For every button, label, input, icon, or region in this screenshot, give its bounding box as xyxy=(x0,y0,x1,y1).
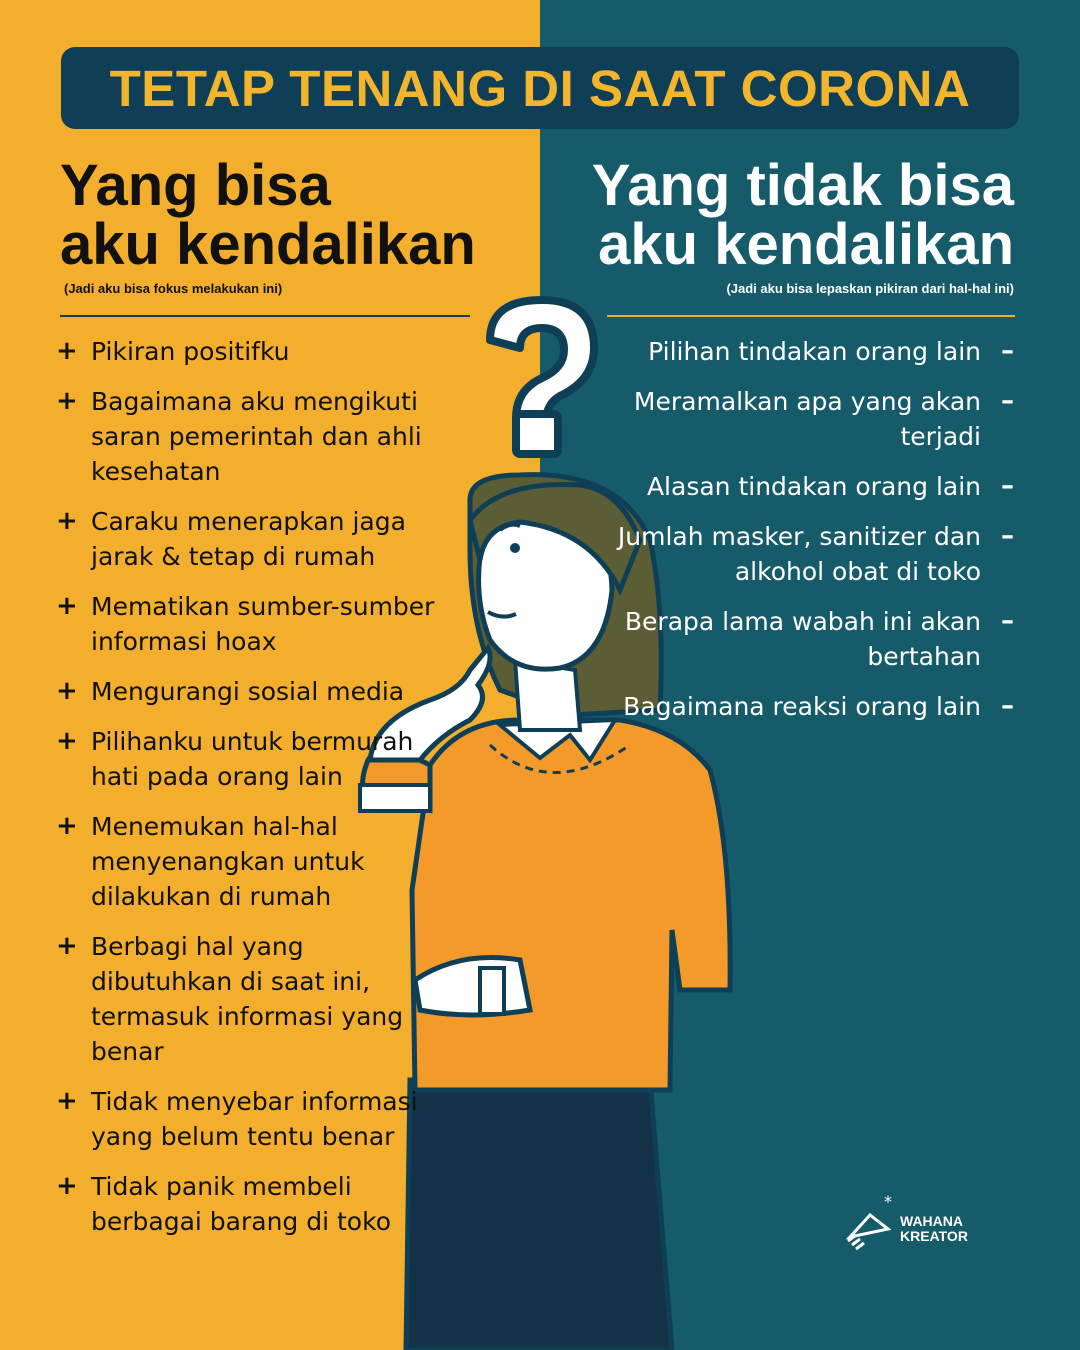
plus-icon: + xyxy=(56,726,78,756)
list-item: Jumlah masker, sanitizer dan alkohol obat di toko – xyxy=(617,521,1014,586)
uncontrollable-list xyxy=(594,334,1014,739)
list-item: + Tidak panik membeli berbagai barang di toko xyxy=(56,1171,391,1236)
right-subtitle: (Jadi aku bisa lepaskan pikiran dari hal-hal ini) xyxy=(726,281,1014,296)
list-item: Alasan tindakan orang lain – xyxy=(594,469,1014,504)
logo-text: WAHANA KREATOR xyxy=(900,1213,968,1244)
kite-logo-icon xyxy=(842,1195,898,1251)
minus-icon: – xyxy=(1001,336,1014,366)
right-heading-line1: Yang tidak bisa xyxy=(591,153,1014,218)
left-heading-line1: Yang bisa xyxy=(60,153,331,218)
list-item: + Menemukan hal-hal menyenangkan untuk dilakukan di rumah xyxy=(56,811,365,911)
plus-icon: + xyxy=(56,1171,78,1201)
minus-icon: – xyxy=(1001,521,1014,551)
question-mark-icon xyxy=(490,300,594,454)
minus-icon: – xyxy=(1001,471,1014,501)
plus-icon: + xyxy=(56,386,78,416)
list-item: + Pikiran positifku xyxy=(56,334,436,369)
left-heading-line2: aku kendalikan xyxy=(60,212,476,277)
page-title: TETAP TENANG DI SAAT CORONA xyxy=(109,59,971,117)
title-banner xyxy=(61,47,1019,129)
plus-icon: + xyxy=(56,931,78,961)
plus-icon: + xyxy=(56,336,78,366)
minus-icon: – xyxy=(1001,386,1014,416)
list-item: + Berbagi hal yang dibutuhkan di saat ini, termasuk informasi yang benar xyxy=(56,931,404,1066)
list-item: + Bagaimana aku mengikuti saran pemerintah dan ahli kesehatan xyxy=(56,386,422,486)
controllable-list xyxy=(56,334,436,1254)
plus-icon: + xyxy=(56,591,78,621)
svg-text:*: * xyxy=(884,1195,892,1211)
plus-icon: + xyxy=(56,1086,78,1116)
plus-icon: + xyxy=(56,811,78,841)
list-item: Meramalkan apa yang akan terjadi – xyxy=(633,386,1014,451)
list-item: + Tidak menyebar informasi yang belum tentu benar xyxy=(56,1086,418,1151)
right-heading-line2: aku kendalikan xyxy=(598,212,1014,277)
list-item: + Mengurangi sosial media xyxy=(56,674,436,709)
list-item: Bagaimana reaksi orang lain – xyxy=(594,689,1014,724)
left-subtitle: (Jadi aku bisa fokus melakukan ini) xyxy=(64,281,283,296)
plus-icon: + xyxy=(56,506,78,536)
list-item: + Mematikan sumber-sumber informasi hoax xyxy=(56,591,435,656)
list-item: + Pilihanku untuk bermurah hati pada orang lain xyxy=(56,726,414,791)
wahana-kreator-logo xyxy=(842,1195,992,1255)
minus-icon: – xyxy=(1001,691,1014,721)
left-heading xyxy=(60,153,530,277)
list-item: Berapa lama wabah ini akan bertahan – xyxy=(624,606,1014,671)
list-item: Pilihan tindakan orang lain – xyxy=(594,334,1014,369)
right-heading xyxy=(534,153,1014,277)
list-item: + Caraku menerapkan jaga jarak & tetap di rumah xyxy=(56,506,406,571)
plus-icon: + xyxy=(56,676,78,706)
minus-icon: – xyxy=(1001,606,1014,636)
